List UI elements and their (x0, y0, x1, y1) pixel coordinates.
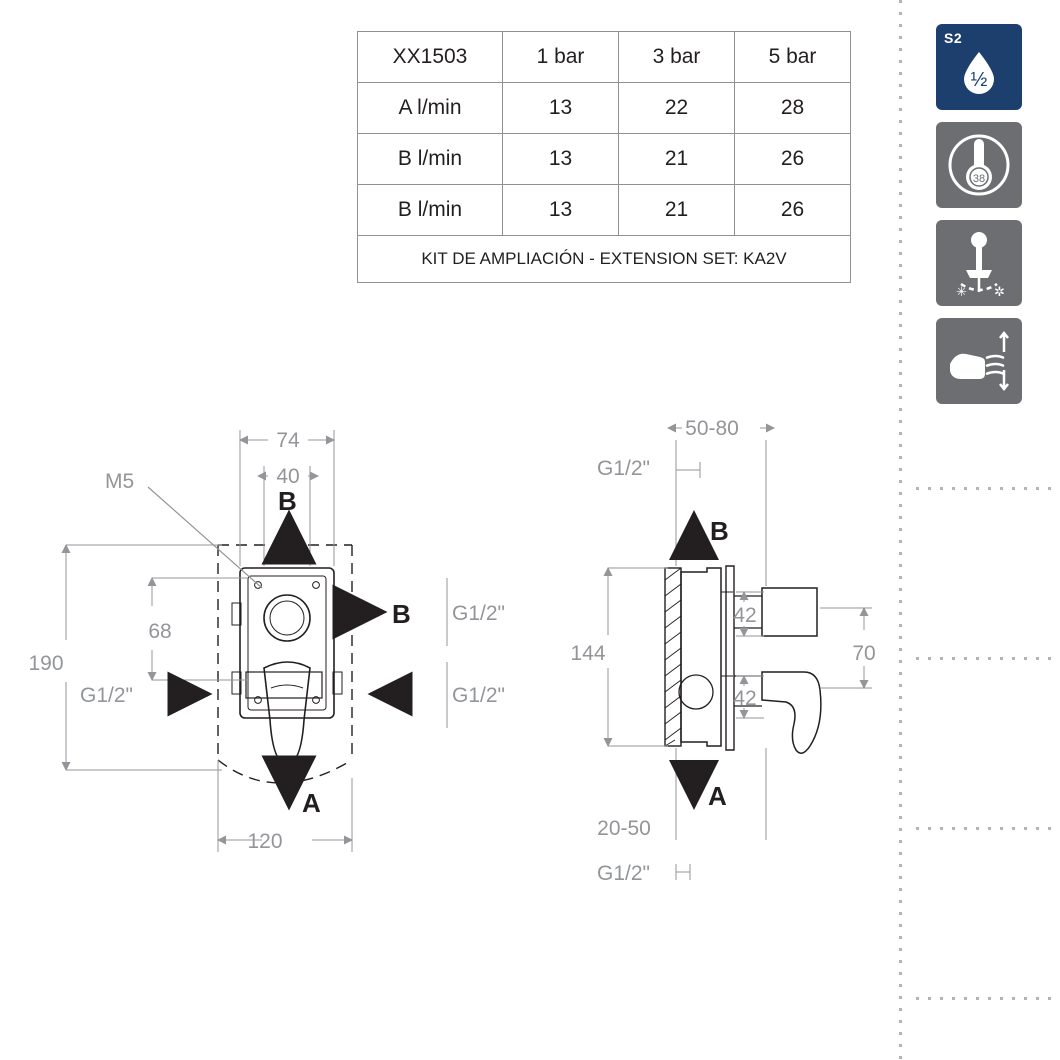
table-cell: 26 (735, 185, 851, 236)
table-cell: 21 (619, 185, 735, 236)
svg-text:38: 38 (972, 173, 986, 185)
icon-shower-spray (936, 220, 1022, 306)
front-port-right-top: G1/2" (452, 602, 505, 625)
table-cell: B l/min (358, 134, 503, 185)
front-arrow-b-top: B (278, 486, 297, 516)
table-cell: 13 (503, 134, 619, 185)
table-cell: A l/min (358, 83, 503, 134)
front-arrow-b-right: B (392, 599, 411, 629)
icon-thermostat-38 (936, 122, 1022, 208)
dim-side-upper: 42 (733, 604, 757, 627)
label-m5: M5 (105, 470, 135, 493)
table-cell: 28 (735, 83, 851, 134)
dim-side-total-height: 144 (570, 642, 606, 665)
extension-set-note: KIT DE AMPLIACIÓN - EXTENSION SET: KA2V (358, 236, 851, 283)
dim-side-depth-range: 50-80 (685, 417, 739, 440)
front-port-left: G1/2" (80, 684, 133, 707)
dotted-horizontal-rail (916, 487, 1060, 490)
dim-front-height: 190 (28, 652, 64, 675)
svg-text:½: ½ (970, 69, 988, 91)
icon-hand-flow (936, 318, 1022, 404)
front-view (28, 429, 505, 853)
table-cell: XX1503 (358, 32, 503, 83)
dim-side-lower: 42 (733, 687, 757, 710)
table-cell: 13 (503, 83, 619, 134)
table-cell: 22 (619, 83, 735, 134)
s2-label: S2 (944, 30, 963, 46)
dotted-horizontal-rail (916, 997, 1060, 1000)
table-cell: 13 (503, 185, 619, 236)
svg-text:✲: ✲ (994, 284, 1005, 299)
front-arrow-a-bottom: A (302, 788, 321, 818)
thermostat-38-icon (936, 122, 1022, 208)
shower-spray-icon (936, 220, 1022, 306)
dim-side-right: 70 (852, 642, 876, 665)
table-cell: 26 (735, 134, 851, 185)
dotted-horizontal-rail (916, 657, 1060, 660)
icon-water-drop-half (936, 24, 1022, 110)
dim-front-inner-width: 40 (276, 465, 300, 488)
hand-flow-icon (936, 318, 1022, 404)
table-cell: 1 bar (503, 32, 619, 83)
side-arrow-b-top: B (710, 516, 729, 546)
dim-front-plate-width: 74 (276, 429, 300, 452)
side-arrow-a-bottom: A (708, 781, 727, 811)
dim-front-outer-width: 120 (247, 830, 283, 853)
front-port-right-bottom: G1/2" (452, 684, 505, 707)
dim-front-inner-height: 68 (148, 620, 172, 643)
side-port-bottom: G1/2" (597, 862, 650, 885)
svg-text:✳: ✳ (956, 284, 967, 299)
table-cell: B l/min (358, 185, 503, 236)
feature-icon-column (936, 24, 1022, 416)
side-port-top: G1/2" (597, 457, 650, 480)
side-view (570, 417, 875, 885)
table-cell: 5 bar (735, 32, 851, 83)
dotted-horizontal-rail (916, 827, 1060, 830)
table-cell: 3 bar (619, 32, 735, 83)
table-cell: 21 (619, 134, 735, 185)
dim-side-bottom-range: 20-50 (597, 817, 651, 840)
